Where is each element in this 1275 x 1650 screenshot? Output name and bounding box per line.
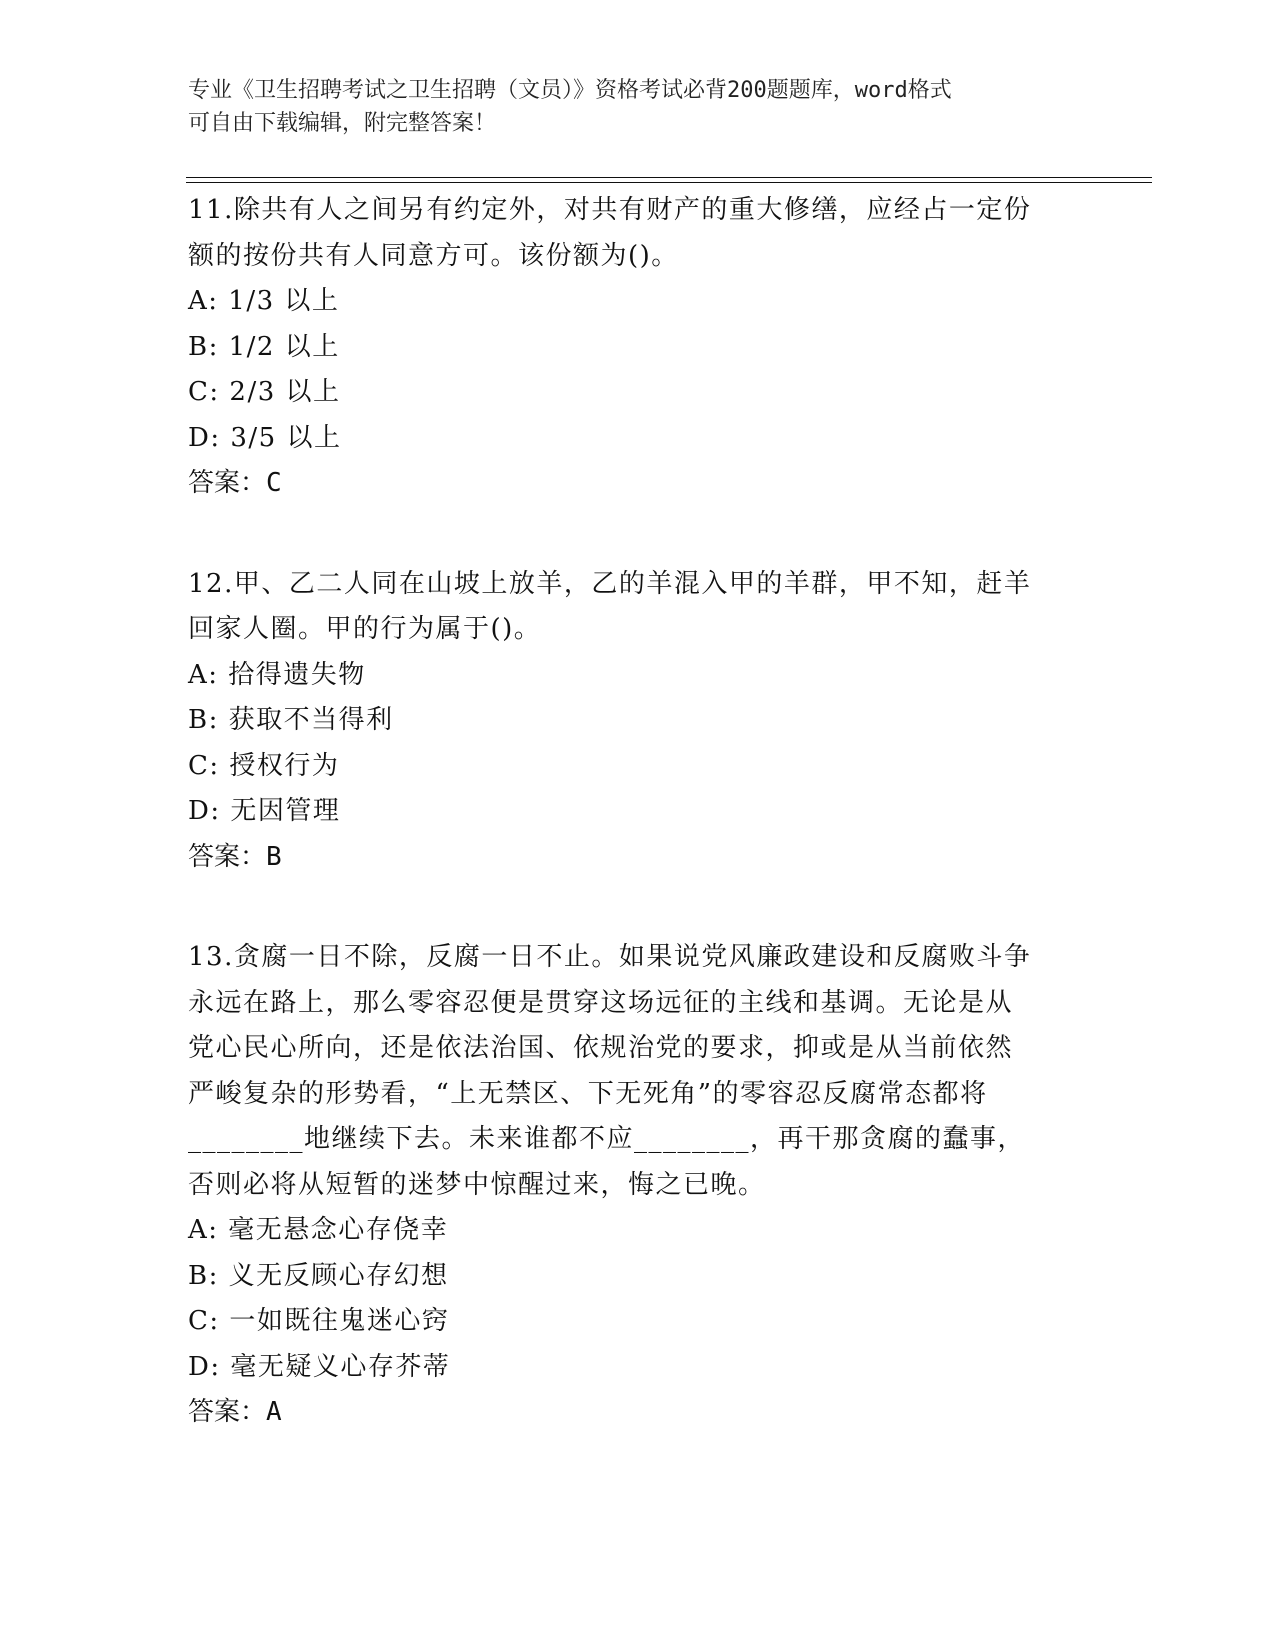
option-a: A: 毫无悬念心存侥幸 <box>188 1215 449 1245</box>
option-c: C: 2/3 以上 <box>188 377 341 407</box>
option-d: D: 3/5 以上 <box>188 422 342 453</box>
stem-line: 11.除共有人之间另有约定外，对共有财产的重大修缮，应经占一定份 <box>188 195 1032 225</box>
stem-line: 严峻复杂的形势看，“上无禁区、下无死角”的零容忍反腐常态都将 <box>188 1078 988 1109</box>
answer-line: 答案：A <box>188 1397 282 1427</box>
stem-line: 额的按份共有人同意方可。该份额为()。 <box>188 240 679 271</box>
question-12 <box>188 562 1088 881</box>
question-11 <box>188 188 1088 507</box>
option-c: C: 授权行为 <box>188 750 340 781</box>
header-line-2: 可自由下载编辑，附完整答案！ <box>188 111 497 136</box>
option-d: D: 无因管理 <box>188 796 341 826</box>
stem-line: 13.贪腐一日不除，反腐一日不止。如果说党风廉政建设和反腐败斗争 <box>188 942 1032 972</box>
header-divider-top <box>186 177 1152 178</box>
question-stem <box>188 188 1088 279</box>
answer-line: 答案：B <box>188 841 282 872</box>
option-b: B: 1/2 以上 <box>188 331 340 362</box>
question-stem <box>188 562 1088 653</box>
option-b: B: 获取不当得利 <box>188 705 394 735</box>
option-c: C: 一如既往鬼迷心窍 <box>188 1306 450 1336</box>
answer-line: 答案：C <box>188 468 282 498</box>
stem-line: 否则必将从短暂的迷梦中惊醒过来，悔之已晚。 <box>188 1169 766 1200</box>
document-header <box>188 74 1088 140</box>
option-d: D: 毫无疑义心存芥蒂 <box>188 1351 451 1382</box>
stem-line: ________地继续下去。未来谁都不应________，再干那贪腐的蠢事， <box>188 1124 1026 1154</box>
header-line-1: 专业《卫生招聘考试之卫生招聘（文员）》资格考试必背200题题库，word格式 <box>188 78 952 103</box>
question-stem <box>188 935 1088 1208</box>
header-divider-bottom <box>186 182 1152 183</box>
stem-line: 回家人圈。甲的行为属于()。 <box>188 614 542 644</box>
stem-line: 12.甲、乙二人同在山坡上放羊，乙的羊混入甲的羊群，甲不知，赶羊 <box>188 568 1032 599</box>
question-13 <box>188 935 1088 1436</box>
question-list <box>188 188 1088 1491</box>
stem-line: 党心民心所向，还是依法治国、依规治党的要求，抑或是从当前依然 <box>188 1033 1014 1063</box>
option-a: A: 1/3 以上 <box>188 286 340 316</box>
option-a: A: 拾得遗失物 <box>188 659 366 690</box>
option-b: B: 义无反顾心存幻想 <box>188 1260 449 1291</box>
stem-line: 永远在路上，那么零容忍便是贯穿这场远征的主线和基调。无论是从 <box>188 987 1014 1018</box>
